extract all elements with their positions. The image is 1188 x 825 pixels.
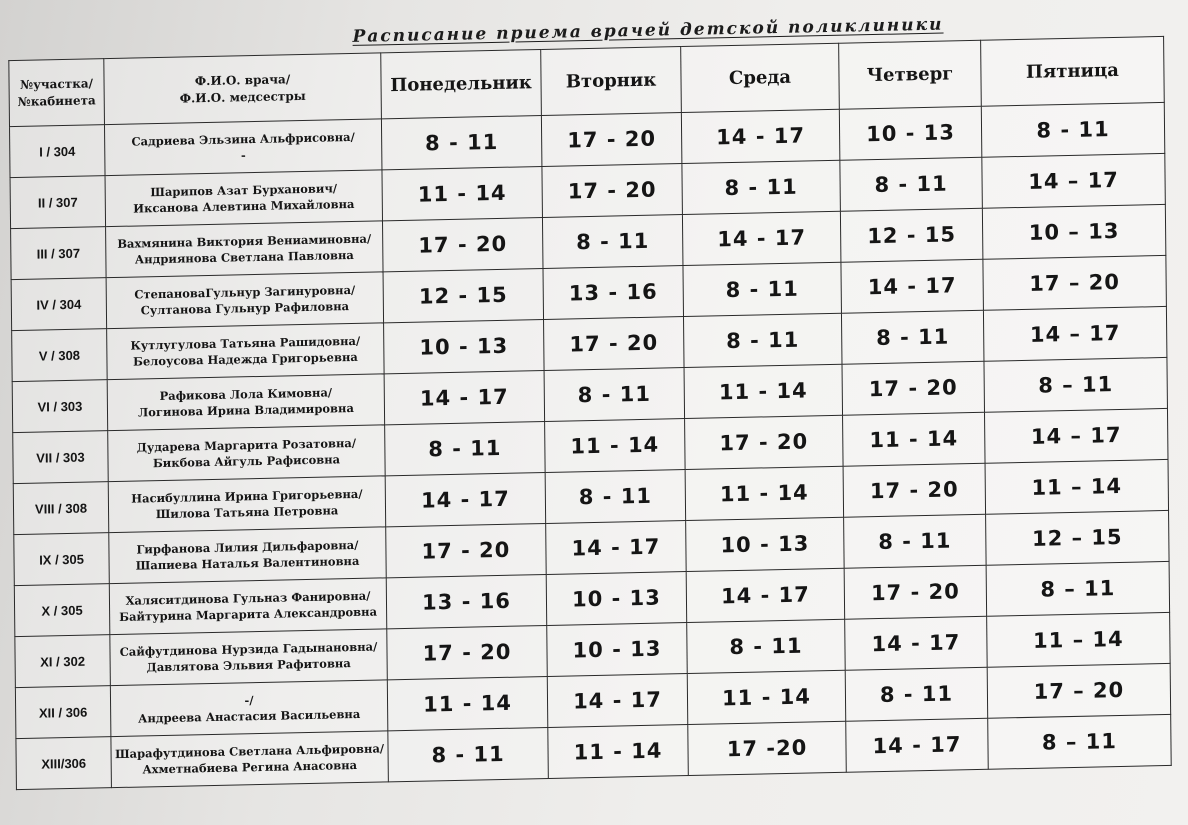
header-room	[9, 59, 105, 127]
time-cell-thursday: 8 - 11	[845, 667, 988, 721]
time-cell-monday: 8 - 11	[381, 115, 541, 169]
doctor-name: Насибуллина Ирина Григорьевна/	[131, 486, 363, 506]
time-cell-wednesday: 8 - 11	[684, 313, 842, 367]
nurse-name: Султанова Гульнур Рафиловна	[140, 299, 350, 318]
time-cell-tuesday: 8 - 11	[544, 368, 685, 422]
time-cell-thursday: 11 - 14	[843, 412, 986, 466]
time-cell-friday: 11 – 14	[987, 612, 1170, 667]
room-cell: XIII/306	[16, 737, 112, 790]
time-cell-wednesday: 10 - 13	[686, 517, 844, 571]
time-cell-monday: 14 - 17	[384, 370, 544, 424]
time-cell-friday: 11 – 14	[985, 459, 1168, 514]
time-cell-monday: 8 - 11	[388, 727, 548, 781]
time-cell-wednesday: 17 - 20	[685, 415, 843, 469]
time-cell-monday: 11 - 14	[382, 166, 542, 220]
time-cell-tuesday: 10 - 13	[547, 623, 688, 677]
doctor-name: Дударева Маргарита Розатовна/	[136, 435, 357, 455]
time-cell-monday: 11 - 14	[387, 676, 547, 730]
schedule-sheet	[8, 10, 1176, 814]
time-cell-monday: 14 - 17	[385, 472, 545, 526]
names-cell	[108, 476, 385, 533]
time-cell-thursday: 12 - 15	[840, 208, 983, 262]
room-cell: III / 307	[11, 227, 107, 280]
room-cell: II / 307	[10, 176, 106, 229]
names-cell	[107, 323, 384, 380]
doctor-name: Вахмянина Виктория Вениаминовна/	[117, 231, 372, 251]
time-cell-tuesday: 10 - 13	[546, 572, 687, 626]
time-cell-thursday: 17 - 20	[844, 565, 987, 619]
time-cell-friday: 17 – 20	[983, 255, 1166, 310]
room-cell: IV / 304	[11, 278, 107, 331]
time-cell-thursday: 14 - 17	[846, 718, 989, 772]
names-cell	[108, 425, 385, 482]
time-cell-tuesday: 8 - 11	[542, 215, 683, 269]
time-cell-tuesday: 11 - 14	[548, 725, 689, 779]
room-cell: VII / 303	[13, 431, 109, 484]
room-cell: XII / 306	[15, 686, 111, 739]
names-cell	[111, 731, 388, 788]
doctor-name: Рафикова Лола Кимовна/	[159, 385, 333, 404]
time-cell-tuesday: 14 - 17	[546, 521, 687, 575]
time-cell-thursday: 8 - 11	[840, 157, 983, 211]
header-names-line1: Ф.И.О. врача/	[194, 71, 291, 88]
time-cell-monday: 12 - 15	[383, 268, 543, 322]
nurse-name: Ахметнабиева Регина Анасовна	[142, 757, 358, 777]
nurse-name: Давлятова Эльвия Рафитовна	[146, 656, 351, 675]
time-cell-friday: 14 – 17	[982, 153, 1165, 208]
header-day-wednesday: Среда	[681, 43, 840, 112]
time-cell-wednesday: 14 - 17	[681, 109, 839, 163]
document-title: Расписание приема врачей детской поликлиники	[352, 14, 944, 47]
room-cell: VIII / 308	[13, 482, 109, 535]
time-cell-friday: 8 – 11	[988, 714, 1171, 769]
header-names-line2: Ф.И.О. медсестры	[179, 88, 306, 106]
nurse-name: Иксанова Алевтина Михайловна	[133, 196, 355, 216]
doctor-name: Гирфанова Лилия Дильфаровна/	[136, 537, 359, 557]
doctor-name: Садриева Эльзина Альфрисовна/	[131, 129, 355, 149]
nurse-name: Андреева Анастасия Васильевна	[138, 706, 361, 726]
time-cell-friday: 8 – 11	[986, 561, 1169, 616]
time-cell-monday: 10 - 13	[384, 319, 544, 373]
time-cell-thursday: 8 - 11	[841, 310, 984, 364]
nurse-name: Белоусова Надежда Григорьевна	[133, 349, 358, 369]
time-cell-tuesday: 11 - 14	[545, 419, 686, 473]
header-names	[104, 53, 382, 125]
time-cell-wednesday: 8 - 11	[682, 160, 840, 214]
time-cell-friday: 17 – 20	[987, 663, 1170, 718]
time-cell-tuesday: 17 - 20	[541, 113, 682, 167]
time-cell-thursday: 8 - 11	[844, 514, 987, 568]
time-cell-monday: 17 - 20	[387, 625, 547, 679]
names-cell	[109, 527, 386, 584]
nurse-name: Шилова Татьяна Петровна	[155, 503, 339, 522]
doctor-name: СтепановаГульнур Загинуровна/	[134, 282, 356, 302]
room-cell: XI / 302	[15, 635, 111, 688]
time-cell-wednesday: 14 - 17	[682, 211, 840, 265]
doctor-name: -/	[244, 693, 254, 708]
names-cell	[109, 578, 386, 635]
time-cell-friday: 10 – 13	[982, 204, 1165, 259]
names-cell	[105, 170, 382, 227]
names-cell	[106, 272, 383, 329]
time-cell-wednesday: 11 - 14	[685, 466, 843, 520]
names-cell	[106, 221, 383, 278]
nurse-name: -	[240, 148, 246, 163]
header-room-line2: №кабинета	[17, 92, 96, 109]
schedule-body	[10, 102, 1172, 789]
time-cell-thursday: 10 - 13	[839, 106, 982, 160]
time-cell-friday: 14 – 17	[983, 306, 1166, 361]
names-cell	[104, 119, 381, 176]
room-cell: I / 304	[10, 125, 106, 178]
time-cell-tuesday: 17 - 20	[544, 317, 685, 371]
time-cell-friday: 14 – 17	[985, 408, 1168, 463]
time-cell-monday: 13 - 16	[386, 574, 546, 628]
time-cell-friday: 12 – 15	[986, 510, 1169, 565]
time-cell-tuesday: 13 - 16	[543, 266, 684, 320]
nurse-name: Шапиева Наталья Валентиновна	[135, 553, 360, 573]
time-cell-thursday: 14 - 17	[845, 616, 988, 670]
time-cell-tuesday: 8 - 11	[545, 470, 686, 524]
time-cell-monday: 17 - 20	[386, 523, 546, 577]
time-cell-wednesday: 8 - 11	[683, 262, 841, 316]
header-day-friday: Пятница	[981, 36, 1165, 106]
doctor-name: Кутлугулова Татьяна Рашидовна/	[130, 333, 361, 353]
names-cell	[110, 629, 387, 686]
nurse-name: Логинова Ирина Владимировна	[138, 400, 354, 420]
names-cell	[107, 374, 384, 431]
nurse-name: Андриянова Светлана Павловна	[134, 247, 354, 267]
names-cell	[110, 680, 387, 737]
header-day-tuesday: Вторник	[541, 47, 682, 116]
doctor-name: Сайфутдинова Нурзида Гадынановна/	[119, 639, 378, 659]
time-cell-tuesday: 14 - 17	[547, 674, 688, 728]
time-cell-tuesday: 17 - 20	[542, 164, 683, 218]
time-cell-thursday: 14 - 17	[841, 259, 984, 313]
time-cell-wednesday: 8 - 11	[687, 619, 845, 673]
time-cell-monday: 8 - 11	[385, 421, 545, 475]
header-day-monday: Понедельник	[381, 49, 542, 118]
time-cell-monday: 17 - 20	[382, 217, 542, 271]
time-cell-wednesday: 11 - 14	[684, 364, 842, 418]
header-room-line1: №участка/	[20, 75, 94, 92]
doctor-name: Шарипов Азат Бурханович/	[150, 181, 338, 200]
room-cell: V / 308	[12, 329, 108, 382]
doctor-name: Халяситдинова Гульназ Фанировна/	[125, 588, 371, 608]
time-cell-wednesday: 17 -20	[688, 721, 846, 775]
time-cell-thursday: 17 - 20	[842, 361, 985, 415]
header-day-thursday: Четверг	[839, 40, 982, 109]
time-cell-wednesday: 11 - 14	[687, 670, 845, 724]
nurse-name: Бикбова Айгуль Рафисовна	[152, 452, 341, 471]
time-cell-friday: 8 - 11	[981, 102, 1164, 157]
room-cell: IX / 305	[14, 533, 110, 586]
time-cell-friday: 8 – 11	[984, 357, 1167, 412]
time-cell-thursday: 17 - 20	[843, 463, 986, 517]
room-cell: X / 305	[14, 584, 110, 637]
schedule-table	[8, 36, 1171, 790]
nurse-name: Байтурина Маргарита Александровна	[119, 604, 378, 624]
time-cell-wednesday: 14 - 17	[686, 568, 844, 622]
doctor-name: Шарафутдинова Светлана Альфировна/	[114, 741, 385, 762]
room-cell: VI / 303	[12, 380, 108, 433]
